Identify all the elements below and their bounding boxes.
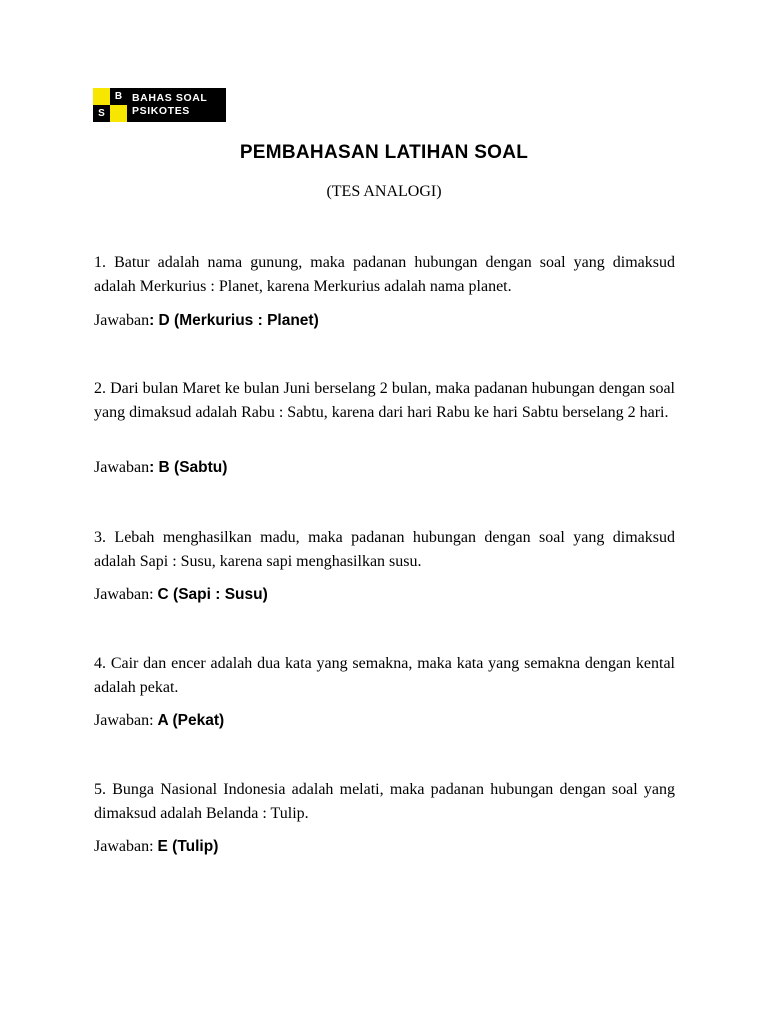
answer-label: Jawaban xyxy=(94,459,150,476)
logo-wordmark xyxy=(132,92,207,118)
question-4: 4. Cair dan encer adalah dua kata yang semakna, maka kata yang semakna dengan kental adalah pekat. xyxy=(94,655,675,696)
logo-mark xyxy=(93,88,127,122)
logo-letter-s: S xyxy=(93,105,110,122)
logo-letter-b: B xyxy=(110,88,127,105)
logo-cell-yellow xyxy=(110,105,127,122)
question-3: 3. Lebah menghasilkan madu, maka padanan hubungan dengan soal yang dimaksud adalah Sapi : Susu, karena sapi menghasilkan susu. xyxy=(94,529,675,570)
answer-value: E (Tulip) xyxy=(157,838,219,855)
page-subtitle: (TES ANALOGI) xyxy=(326,183,442,200)
answer-value: : D (Merkurius : Planet) xyxy=(149,312,319,329)
page-title: PEMBAHASAN LATIHAN SOAL xyxy=(239,142,529,163)
logo-bahas-soal-psikotes xyxy=(93,88,226,122)
answer-1 xyxy=(94,309,675,332)
answer-4 xyxy=(94,709,675,732)
answer-value: A (Pekat) xyxy=(157,712,225,729)
answer-3 xyxy=(94,583,675,606)
logo-line-2: PSIKOTES xyxy=(132,105,190,117)
answer-value: C (Sapi : Susu) xyxy=(157,586,268,603)
logo-cell-yellow xyxy=(93,88,110,105)
question-1: 1. Batur adalah nama gunung, maka padanan hubungan dengan soal yang dimaksud adalah Merkurius : Planet, karena Merkurius adalah nama planet. xyxy=(94,254,675,295)
answer-5 xyxy=(94,835,675,858)
question-5: 5. Bunga Nasional Indonesia adalah melati, maka padanan hubungan dengan soal yang dimaksud adalah Belanda : Tulip. xyxy=(94,781,675,822)
answer-2 xyxy=(94,456,675,479)
answer-label: Jawaban: xyxy=(94,838,154,855)
answer-label: Jawaban: xyxy=(94,712,154,729)
question-2: 2. Dari bulan Maret ke bulan Juni berselang 2 bulan, maka padanan hubungan dengan soal yang dimaksud adalah Rabu : Sabtu, karena dari hari Rabu ke hari Sabtu berselang 2 hari. xyxy=(94,380,675,421)
logo-line-1: BAHAS SOAL xyxy=(132,92,208,104)
answer-label: Jawaban: xyxy=(94,586,154,603)
answer-label: Jawaban xyxy=(94,312,150,329)
answer-value: : B (Sabtu) xyxy=(149,459,228,476)
